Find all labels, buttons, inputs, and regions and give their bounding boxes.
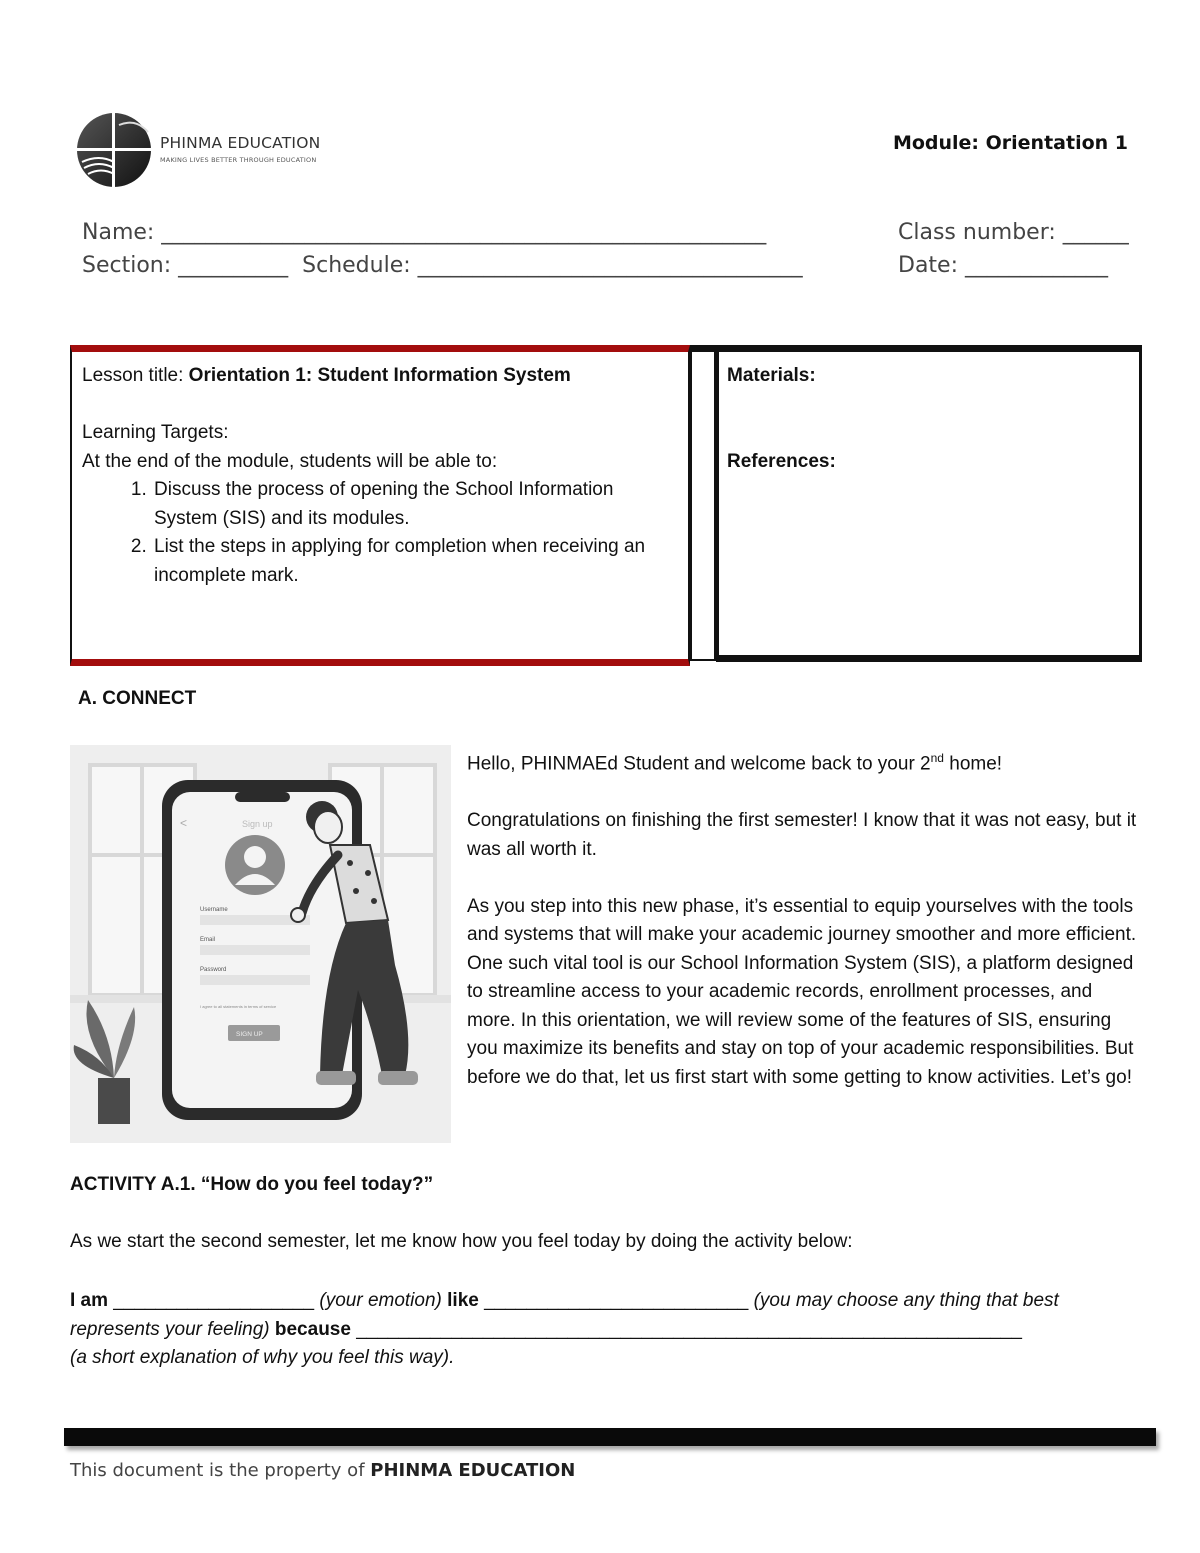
like-label: like: [441, 1290, 479, 1311]
materials-label: Materials:: [727, 365, 816, 386]
learning-targets-label: Learning Targets:: [82, 422, 229, 443]
logo-name: PHINMA EDUCATION: [160, 134, 321, 152]
date-field[interactable]: Date: _____________: [898, 253, 1108, 278]
illus-field-password: Password: [200, 967, 227, 973]
footer-label: This document is the property of: [70, 1460, 371, 1481]
references-label: References:: [727, 450, 836, 472]
phinma-logo: [74, 110, 334, 190]
section-schedule-field[interactable]: Section: __________ Schedule: ___________________________________: [82, 253, 803, 278]
activity-title: ACTIVITY A.1. “How do you feel today?”: [70, 1174, 434, 1195]
person-phone-illustration-icon: [70, 745, 451, 1143]
class-number-field[interactable]: Class number: ______: [898, 220, 1129, 245]
footer-owner: PHINMA EDUCATION: [370, 1460, 576, 1481]
reason-hint: (a short explanation of why you feel this way).: [70, 1347, 455, 1368]
sis-intro-paragraph: As you step into this new phase, it’s essential to equip yourselves with the tools and systems that will make your academic journey smoother and more efficient. One such vital tool is our School Information System (SIS), a platform designed to streamline access to your academic records, enrollment processes, and more. In this orientation, we will review some of the features of SIS, ensuring you maximize its benefits and stay on top of your academic responsibilities. But before we do that, let us first start with some getting to know activities. Let’s go!: [467, 895, 1137, 1088]
learning-target: 2. List the steps in applying for completion when receiving an incomplete mark.: [152, 533, 682, 590]
lesson-title-line: [82, 362, 682, 391]
emotion-hint: (your emotion): [319, 1290, 442, 1311]
thing-hint: (you may choose any thing that best represents your feeling): [70, 1290, 1059, 1340]
learning-targets-intro: At the end of the module, students will be able to:: [82, 450, 498, 472]
thing-blank[interactable]: _________________________: [478, 1290, 754, 1311]
module-label: Module: Orientation 1: [892, 132, 1128, 154]
illus-field-email: Email: [200, 937, 216, 943]
sign-up-illustration: [70, 745, 451, 1143]
lesson-title-label: Lesson title:: [82, 365, 189, 386]
section-heading: A. CONNECT: [78, 688, 197, 709]
logo-tagline: MAKING LIVES BETTER THROUGH EDUCATION: [160, 156, 317, 164]
greeting-text: Hello, PHINMAEd Student and welcome back to your 2: [467, 753, 931, 775]
box-divider: [690, 345, 716, 661]
activity-fill-in: [70, 1287, 1130, 1373]
illus-sign-up-button: SIGN UP: [236, 1031, 263, 1038]
lesson-content: [82, 362, 682, 590]
greeting-superscript: nd: [930, 751, 944, 765]
lesson-title: Orientation 1: Student Information System: [188, 365, 571, 386]
because-label: because: [269, 1318, 351, 1340]
name-field[interactable]: Name: _______________________________________________________: [82, 220, 767, 245]
activity-intro: As we start the second semester, let me know how you feel today by doing the activity below:: [70, 1231, 853, 1252]
illus-field-username: Username: [200, 907, 228, 913]
learning-targets-list: [82, 476, 682, 590]
footer-bar: [64, 1428, 1156, 1446]
illus-screen-title: Sign up: [242, 819, 273, 829]
greeting: [467, 744, 1137, 779]
greeting-end: home!: [943, 753, 1003, 775]
learning-target: 1. Discuss the process of opening the School Information System (SIS) and its modules.: [152, 476, 682, 533]
illus-terms: I agree to all statements in terms of service: [200, 1004, 277, 1009]
footer-text: [70, 1460, 575, 1481]
connect-text: [467, 744, 1137, 1121]
reason-blank[interactable]: _______________________________________________________________: [350, 1318, 1022, 1340]
i-am-label: I am: [70, 1290, 109, 1311]
emotion-blank[interactable]: ___________________: [108, 1290, 320, 1311]
materials-content: [727, 362, 1127, 476]
congratulations-paragraph: Congratulations on finishing the first semester! I know that it was not easy, but it was all worth it.: [467, 810, 1137, 860]
svg-text:<: <: [180, 816, 188, 830]
